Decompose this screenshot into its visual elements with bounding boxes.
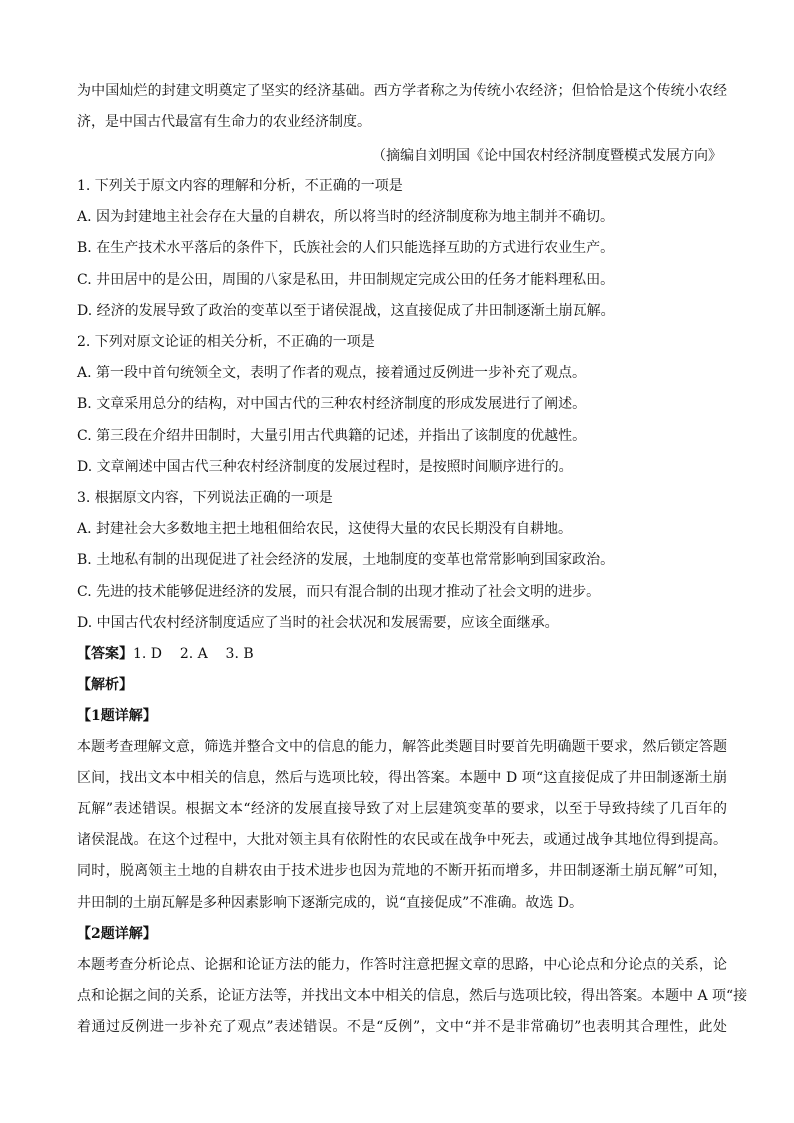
question-3-option-d: D. 中国古代农村经济制度适应了当时的社会状况和发展需要，应该全面继承。 bbox=[77, 615, 559, 631]
detail-2-line-2: 点和论据之间的关系，论证方法等，并找出文本中相关的信息，然后与选项比较，得出答案。本题中 A 项“接 bbox=[77, 988, 748, 1004]
question-3-stem: 3. 根据原文内容，下列说法正确的一项是 bbox=[77, 490, 333, 506]
detail-2-heading: 【2题详解】 bbox=[77, 926, 157, 942]
question-3-option-b: B. 土地私有制的出现促进了社会经济的发展，土地制度的变革也常常影响到国家政治。 bbox=[77, 552, 615, 568]
detail-1-heading: 【1题详解】 bbox=[77, 708, 157, 724]
source-citation: （摘编自刘明国《论中国农村经济制度暨模式发展方向》 bbox=[372, 148, 722, 164]
detail-1-line-5: 同时，脱离领主土地的自耕农由于技术进步也因为荒地的不断开拓而增多，井田制逐渐土崩瓦解”可知， bbox=[77, 863, 727, 879]
question-1-option-b: B. 在生产技术水平落后的条件下，氏族社会的人们只能选择互助的方式进行农业生产。 bbox=[77, 240, 615, 256]
question-2-option-c: C. 第三段在介绍井田制时，大量引用古代典籍的记述，并指出了该制度的优越性。 bbox=[77, 428, 587, 444]
intro-line-2: 济，是中国古代最富有生命力的农业经济制度。 bbox=[77, 114, 371, 130]
detail-1-line-2: 区间，找出文本中相关的信息，然后与选项比较，得出答案。本题中 D 项“这直接促成了井田制逐渐土崩 bbox=[77, 770, 727, 786]
analysis-heading: 【解析】 bbox=[77, 677, 133, 693]
answer-line bbox=[77, 644, 727, 664]
question-3-option-c: C. 先进的技术能够促进经济的发展，而只有混合制的出现才推动了社会文明的进步。 bbox=[77, 584, 601, 600]
question-1-option-a: A. 因为封建地主社会存在大量的自耕农，所以将当时的经济制度称为地主制并不确切。 bbox=[77, 209, 615, 225]
answer-label: 【答案】 bbox=[77, 646, 133, 662]
question-1-option-c: C. 井田居中的是公田，周围的八家是私田，井田制规定完成公田的任务才能料理私田。 bbox=[77, 272, 615, 288]
question-1-stem: 1. 下列关于原文内容的理解和分析，不正确的一项是 bbox=[77, 178, 403, 194]
detail-1-line-3: 瓦解”表述错误。根据文本“经济的发展直接导致了对上层建筑变革的要求，以至于导致持续了几百年的 bbox=[77, 801, 727, 817]
question-1-option-d: D. 经济的发展导致了政治的变革以至于诸侯混战，这直接促成了井田制逐渐土崩瓦解。 bbox=[77, 303, 615, 319]
detail-1-line-4: 诸侯混战。在这个过程中，大批对领主具有依附性的农民或在战争中死去，或通过战争其地位得到提高。 bbox=[77, 832, 727, 848]
detail-2-line-3: 着通过反例进一步补充了观点”表述错误。不是“反例”，文中“并不是非常确切”也表明其合理性，此处 bbox=[77, 1019, 727, 1035]
detail-1-line-6: 井田制的土崩瓦解是多种因素影响下逐渐完成的，说“直接促成”不准确。故选 D。 bbox=[77, 895, 583, 911]
detail-2-line-1: 本题考查分析论点、论据和论证方法的能力，作答时注意把握文章的思路，中心论点和分论点的关系，论 bbox=[77, 957, 727, 973]
question-2-option-b: B. 文章采用总分的结构，对中国古代的三种农村经济制度的形成发展进行了阐述。 bbox=[77, 396, 587, 412]
question-2-option-d: D. 文章阐述中国古代三种农村经济制度的发展过程时，是按照时间顺序进行的。 bbox=[77, 459, 573, 475]
detail-1-line-1: 本题考查理解文意，筛选并整合文中的信息的能力，解答此类题目时要首先明确题干要求，然后锁定答题 bbox=[77, 739, 727, 755]
intro-line-1: 为中国灿烂的封建文明奠定了坚实的经济基础。西方学者称之为传统小农经济；但恰恰是这个传统小农经 bbox=[77, 83, 727, 99]
question-2-option-a: A. 第一段中首句统领全文，表明了作者的观点，接着通过反例进一步补充了观点。 bbox=[77, 365, 587, 381]
question-2-stem: 2. 下列对原文论证的相关分析，不正确的一项是 bbox=[77, 334, 375, 350]
question-3-option-a: A. 封建社会大多数地主把土地租佃给农民，这使得大量的农民长期没有自耕地。 bbox=[77, 521, 573, 537]
answer-text: 1. D 2. A 3. B bbox=[133, 646, 254, 662]
